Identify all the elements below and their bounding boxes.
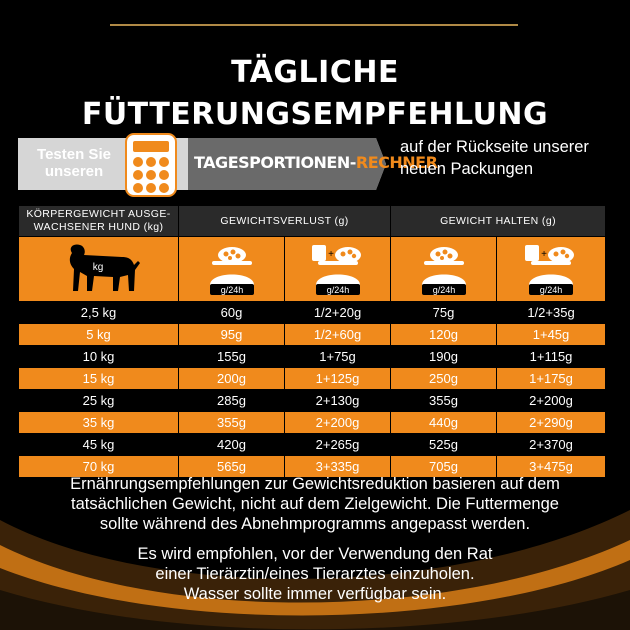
per-day-label: g/24h	[220, 285, 243, 295]
note-2-line-2: einer Tierärztin/eines Tierarztes einzuholen.	[155, 565, 475, 583]
cell-hold-mix: 2+290g	[497, 412, 606, 434]
cell-kg: 70 kg	[19, 456, 179, 478]
table-row	[19, 390, 606, 412]
cell-loss-dry: 155g	[179, 346, 285, 368]
table-row	[19, 346, 606, 368]
cell-kg: 5 kg	[19, 324, 179, 346]
cell-loss-mix: 2+200g	[285, 412, 391, 434]
table-row	[19, 434, 606, 456]
table-row	[19, 412, 606, 434]
cell-loss-mix: 1/2+60g	[285, 324, 391, 346]
cell-kg: 2,5 kg	[19, 302, 179, 324]
table-header-row	[19, 206, 606, 237]
scale-mix-loss-cell	[285, 237, 391, 302]
cell-hold-dry: 250g	[391, 368, 497, 390]
cell-hold-mix: 1/2+35g	[497, 302, 606, 324]
promo-lead-line-1: Testen Sie	[37, 146, 111, 163]
cell-hold-mix: 1+175g	[497, 368, 606, 390]
cell-loss-mix: 3+335g	[285, 456, 391, 478]
promo-name-part-2: RECHNER	[355, 153, 438, 172]
header-weight-hold: GEWICHT HALTEN (g)	[391, 206, 606, 237]
title-line-2: FÜTTERUNGSEMPFEHLUNG	[81, 97, 549, 132]
cell-hold-dry: 190g	[391, 346, 497, 368]
note-2-line-3: Wasser sollte immer verfügbar sein.	[183, 585, 447, 603]
cell-kg: 35 kg	[19, 412, 179, 434]
scale-dry-icon	[204, 241, 260, 297]
scale-mix-hold-cell	[497, 237, 606, 302]
calculator-promo-banner	[18, 138, 618, 196]
cell-hold-mix: 1+45g	[497, 324, 606, 346]
cell-loss-dry: 420g	[179, 434, 285, 456]
scale-mix-icon	[310, 241, 366, 297]
title-line-1: TÄGLICHE	[231, 55, 399, 90]
cell-loss-dry: 565g	[179, 456, 285, 478]
feeding-table	[18, 205, 606, 478]
promo-name-part-1: TAGESPORTIONEN-	[194, 153, 356, 172]
header-body-weight-line-2: WACHSENER HUND (kg)	[33, 221, 164, 233]
table-icon-row	[19, 237, 606, 302]
cell-loss-mix: 2+130g	[285, 390, 391, 412]
cell-hold-dry: 120g	[391, 324, 497, 346]
top-divider	[110, 24, 518, 26]
dog-kg-label: kg	[92, 262, 103, 273]
promo-lead-line-2: unseren	[44, 163, 104, 180]
cell-hold-dry: 440g	[391, 412, 497, 434]
dog-cell	[19, 237, 179, 302]
note-2-line-1: Es wird empfohlen, vor der Verwendung den Rat	[137, 545, 493, 563]
per-day-label: g/24h	[432, 285, 455, 295]
table-row	[19, 368, 606, 390]
cell-loss-dry: 200g	[179, 368, 285, 390]
page-title	[0, 52, 630, 136]
dog-icon	[54, 239, 144, 299]
cell-hold-dry: 75g	[391, 302, 497, 324]
table-row	[19, 324, 606, 346]
scale-mix-icon	[523, 241, 579, 297]
cell-kg: 10 kg	[19, 346, 179, 368]
header-body-weight	[19, 206, 179, 237]
promo-side-text	[400, 136, 620, 180]
note-1-line-3: sollte während des Abnehmprogramms angepasst werden.	[99, 515, 531, 533]
cell-hold-dry: 525g	[391, 434, 497, 456]
scale-dry-loss-cell	[179, 237, 285, 302]
cell-loss-mix: 1/2+20g	[285, 302, 391, 324]
promo-side-line-1: auf der Rückseite unserer	[400, 138, 589, 156]
cell-loss-mix: 1+125g	[285, 368, 391, 390]
note-vet-advice	[0, 544, 630, 604]
cell-kg: 45 kg	[19, 434, 179, 456]
promo-side-line-2: neuen Packungen	[400, 160, 534, 178]
calculator-icon	[122, 132, 180, 198]
cell-loss-dry: 60g	[179, 302, 285, 324]
cell-hold-mix: 3+475g	[497, 456, 606, 478]
note-1-line-1: Ernährungsempfehlungen zur Gewichtsreduktion basieren auf dem	[70, 475, 560, 493]
cell-hold-mix: 1+115g	[497, 346, 606, 368]
promo-lead-text	[30, 146, 118, 180]
cell-hold-mix: 2+200g	[497, 390, 606, 412]
cell-kg: 15 kg	[19, 368, 179, 390]
cell-hold-dry: 705g	[391, 456, 497, 478]
note-1-line-2: tatsächlichen Gewicht, nicht auf dem Zielgewicht. Die Futtermenge	[71, 495, 559, 513]
cell-kg: 25 kg	[19, 390, 179, 412]
cell-loss-mix: 1+75g	[285, 346, 391, 368]
cell-loss-dry: 285g	[179, 390, 285, 412]
cell-hold-mix: 2+370g	[497, 434, 606, 456]
table-row	[19, 302, 606, 324]
plus-sign: +	[541, 249, 547, 260]
scale-dry-icon	[416, 241, 472, 297]
cell-loss-mix: 2+265g	[285, 434, 391, 456]
plus-sign: +	[327, 249, 334, 260]
header-body-weight-line-1: KÖRPERGEWICHT AUSGE-	[26, 208, 171, 220]
cell-loss-dry: 95g	[179, 324, 285, 346]
header-weight-loss: GEWICHTSVERLUST (g)	[179, 206, 391, 237]
cell-loss-dry: 355g	[179, 412, 285, 434]
note-weight-reduction	[0, 474, 630, 534]
scale-dry-hold-cell	[391, 237, 497, 302]
cell-hold-dry: 355g	[391, 390, 497, 412]
per-day-label: g/24h	[539, 285, 563, 295]
per-day-label: g/24h	[326, 285, 349, 295]
